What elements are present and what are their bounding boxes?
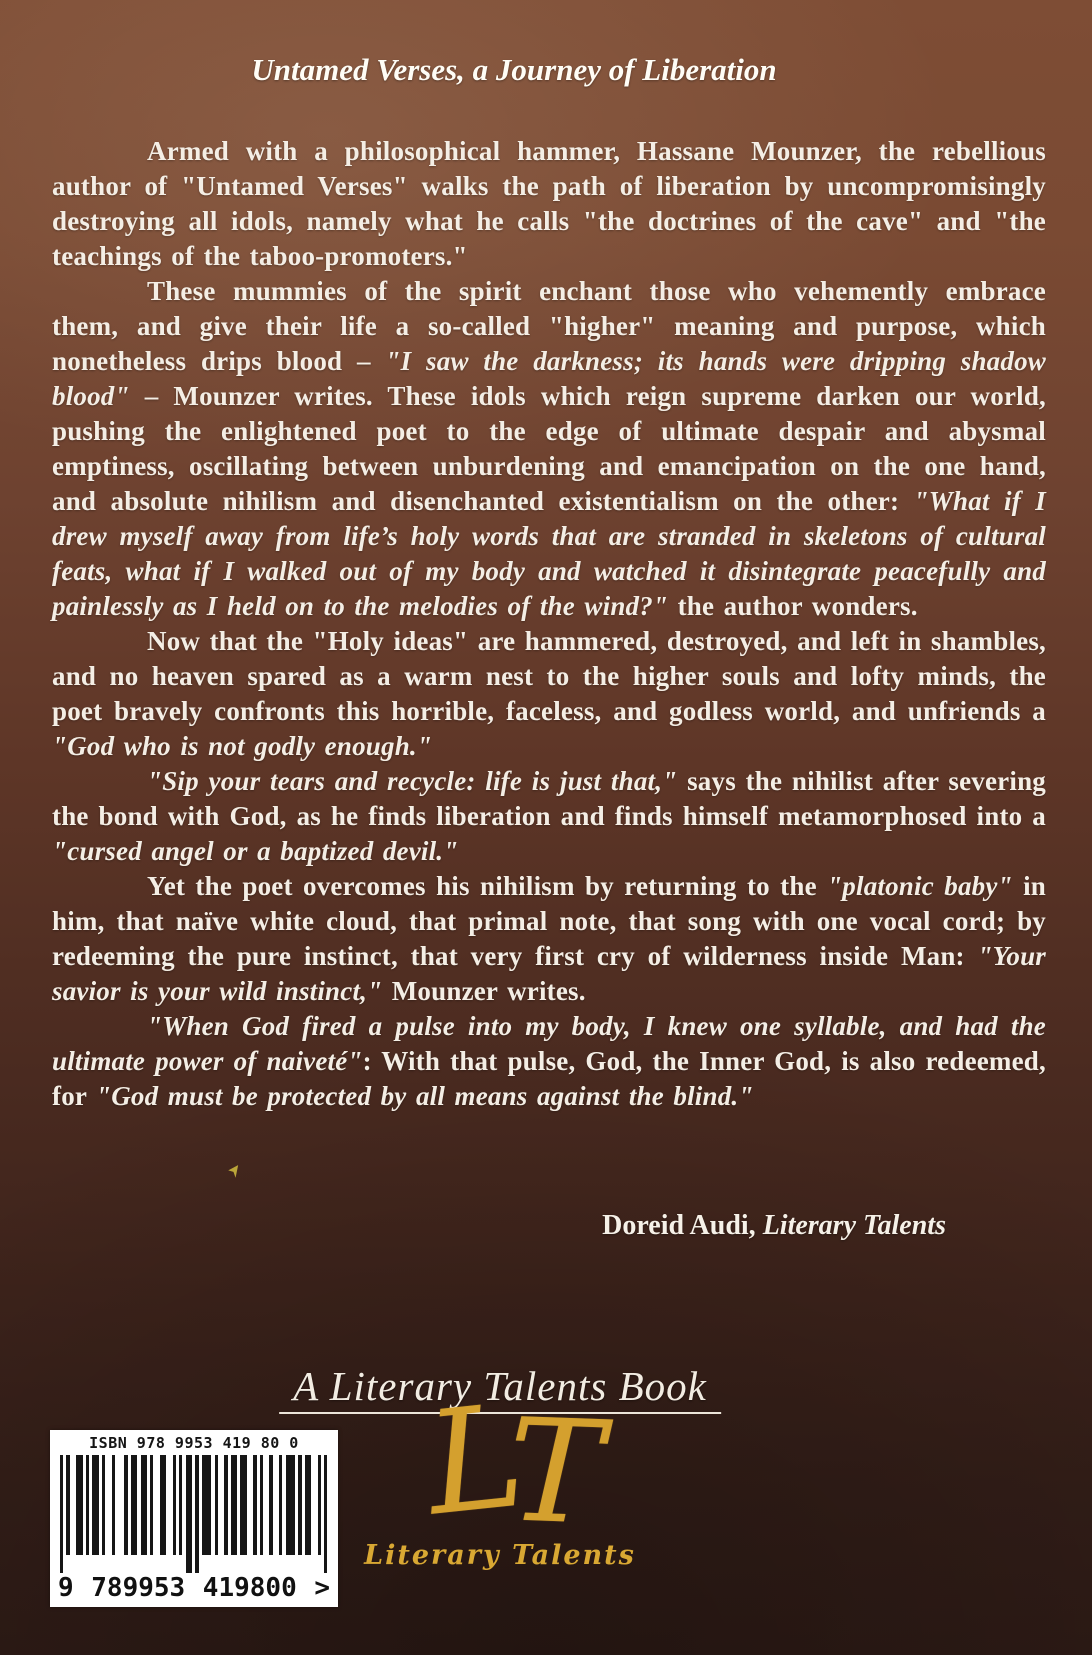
text-segment: says the nihilist after severing the bond with God, as he finds liberation and finds himself metamorphosed into a: [52, 766, 1046, 831]
paragraph: [52, 274, 1046, 624]
barcode-bar: [324, 1455, 327, 1573]
paragraph: [52, 624, 1046, 764]
barcode-bar: [202, 1455, 212, 1555]
text-segment: "Your savior is your wild instinct,": [52, 941, 1046, 1006]
paragraph: [52, 869, 1046, 1009]
paragraph: [52, 1009, 1046, 1114]
text-segment: Now that the "Holy ideas" are hammered, destroyed, and left in shambles, and no heaven spared as a warm nest to the higher souls and lofty minds, the poet bravely confronts this horrible, faceless, and godless world, and unfriends a: [52, 626, 1046, 726]
text-segment: "cursed angel or a baptized devil.": [52, 836, 459, 866]
text-segment: "I saw the darkness; its hands were dripping shadow blood": [52, 346, 1046, 411]
text-segment: in him, that naïve white cloud, that primal note, that song with one vocal cord; by redeeming the pure instinct, that very first cry of wilderness inside Man:: [52, 871, 1046, 971]
review-source: Literary Talents: [762, 1210, 946, 1241]
barcode-digit-group2: 419800: [202, 1573, 297, 1603]
text-segment: Mounzer writes.: [382, 976, 586, 1006]
text-segment: "What if I drew myself away from life’s holy words that are stranded in skeletons of cultural feats, what if I walked out of my body and watched it disintegrate peacefully and painlessly as I held on to the melodies of the wind?": [52, 486, 1047, 621]
text-segment: "platonic baby": [827, 871, 1013, 901]
barcode-digit-group1: 789953: [91, 1573, 186, 1603]
paragraph: [52, 134, 1046, 274]
paragraph: [52, 764, 1046, 869]
barcode-digits: [50, 1573, 338, 1603]
synopsis: [52, 134, 1046, 1114]
review-attribution: [52, 1210, 1046, 1242]
logo-caption: Literary Talents: [364, 1540, 636, 1571]
text-segment: "God must be protected by all means against the blind.": [96, 1081, 754, 1111]
isbn-barcode: [50, 1430, 338, 1607]
reviewer-name: Doreid Audi,: [602, 1210, 763, 1241]
smudge-artifact: ➤: [225, 1158, 246, 1182]
text-segment: Armed with a philosophical hammer, Hassane Mounzer, the rebellious author of "Untamed Verses" walks the path of liberation by uncompromisingly destroying all idols, namely what he calls "the doctrines of the cave" and "the teachings of the taboo-promoters.": [52, 136, 1046, 271]
barcode-digit-left: 9: [58, 1573, 74, 1603]
barcode-bars: [60, 1455, 328, 1555]
imprint-banner: A Literary Talents Book: [279, 1364, 721, 1414]
barcode-right-mark: >: [314, 1573, 330, 1603]
text-segment: "God who is not godly enough.": [52, 731, 433, 761]
text-segment: Yet the poet overcomes his nihilism by returning to the: [147, 871, 828, 901]
barcode-bar: [286, 1455, 296, 1555]
text-segment: : With that pulse, God, the Inner God, is also redeemed, for: [52, 1046, 1046, 1111]
logo-letter-l: L: [419, 1373, 531, 1548]
text-segment: These mummies of the spirit enchant those who vehemently embrace them, and give their life a so-called "higher" meaning and purpose, which nonetheless drips blood –: [52, 276, 1046, 376]
text-segment: the author wonders.: [668, 591, 918, 621]
book-title: Untamed Verses, a Journey of Liberation: [251, 52, 777, 87]
text-segment: "Sip your tears and recycle: life is just that,": [147, 766, 678, 796]
isbn-label: ISBN 978 9953 419 80 0: [89, 1434, 299, 1452]
logo-letter-t: T: [505, 1388, 606, 1557]
text-segment: "When God fired a pulse into my body, I knew one syllable, and had the ultimate power of naiveté": [52, 1011, 1046, 1076]
text-segment: – Mounzer writes. These idols which reign supreme darken our world, pushing the enlightened poet to the edge of ultimate despair and abysmal emptiness, oscillating between unburdening and emancipation on the one hand, and absolute nihilism and disenchanted existentialism on the other:: [52, 381, 1046, 516]
barcode-space: [115, 1455, 125, 1555]
